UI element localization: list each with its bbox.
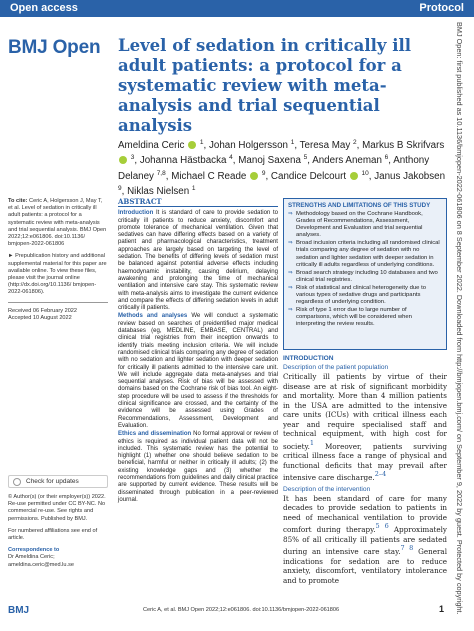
author-separator: , [388,155,391,167]
author-separator: , [165,170,169,182]
article-type-label: Protocol [419,2,464,14]
check-updates-label: Check for updates [26,478,79,485]
reference-link[interactable]: 7 8 [400,544,414,552]
author [140,155,236,166]
affiliation-number: 7,8 [156,169,166,177]
author-name[interactable]: Markus B Skrifvars [362,140,445,151]
article-title: Level of sedation in critically ill adult patients: a protocol for a systematic review with meta-analysis and trial sequential analysis [118,36,412,135]
author-name[interactable]: Johan Holgersson [209,140,288,151]
affiliation-number: 9 [118,185,122,193]
abstract [118,198,278,505]
header-bar [0,0,474,17]
orcid-icon[interactable] [188,141,196,149]
journal-logo: BMJ Open [8,37,101,58]
patient-population-text [283,372,447,483]
open-access-label: Open access [10,2,78,14]
author [171,171,268,182]
paragraph-text: Approximately 85% of all critically ill patients are sedated during an intensive care stay. [283,525,447,556]
cite-text: Ceric A, Holgersson J, May T, et al. Level of sedation in critically ill adult patients: a protocol for a systematic review with meta-analysis and trial sequential analysis. BMJ Open 2022;12:e061806. doi:10.1136/ bmjopen-2022-061806 [8,198,107,248]
author-name[interactable]: Niklas Nielsen [127,186,190,198]
author [238,155,310,166]
author [209,140,297,151]
reference-link[interactable]: 2–4 [374,470,387,478]
author-separator: , [265,170,269,182]
author [312,155,391,166]
orcid-icon[interactable] [350,172,358,180]
affiliation-number: 9 [261,169,266,177]
left-sidebar-lower [8,494,108,569]
affiliation-number: 10 [361,169,369,177]
affiliation-number: 1 [199,139,204,146]
intervention-text [283,494,447,586]
affiliation-number: 3 [130,154,135,162]
copyright-note: © Author(s) (or their employer(s)) 2022. Re-use permitted under CC BY-NC. No commercial re-use. See rights and permissions. Published by BMJ. [8,494,106,522]
orcid-icon[interactable] [119,156,127,164]
affiliation-number: 5 [303,154,308,162]
author [271,171,372,182]
paragraph-text: General indications for sedation are to reduce anxiety, discomfort, ventilatory intolerance and to promote [283,547,448,585]
paragraph-text: Moreover, patients surviving critical illness face a range of physical and functional deficits that may prevail after intensive care discharge. [283,441,447,482]
methods-label: Methods and analyses [118,313,188,320]
author [118,140,206,151]
author-list [118,137,446,199]
strengths-list [288,211,442,329]
author-separator: , [368,170,372,182]
affiliation-number: 2 [352,139,357,146]
affiliation-number: 6 [384,154,389,162]
strengths-item: ⇒ Risk of statistical and clinical heterogeneity due to various types of sedative drugs and participants regardless of underlying condition. [288,285,442,306]
correspondence-email[interactable]: ameldina.ceric@med.lu.se [8,561,74,568]
author-separator: , [356,140,360,151]
author-separator: , [121,186,125,198]
strengths-item: ⇒ Broad inclusion criteria including all randomised clinical trials comparing any degree of sedation with no sedation and lighter sedation with deeper sedation in critically ill adults regardless of underlying conditions. [288,240,442,268]
reference-link[interactable]: 5 6 [375,522,389,530]
article-body [283,355,447,585]
strengths-item: ⇒ Methodology based on the Cochrane Handbook, Grades of Recommendations, Assessment, Development and Evaluation and trial sequential analyses. [288,211,442,239]
author [127,186,195,197]
author-name[interactable]: Janus Jakobsen [374,170,446,182]
author-name[interactable]: Ameldina Ceric [118,140,185,151]
divider [8,302,108,303]
left-sidebar [8,198,108,322]
author-separator: , [307,155,310,167]
affiliations-note: For numbered affiliations see end of article. [8,527,98,542]
ethics-label: Ethics and dissemination [118,431,192,438]
author-name[interactable]: Anders Aneman [312,155,382,167]
footer-citation: Ceric A, et al. BMJ Open 2022;12:e061806. doi:10.1136/bmjopen-2022-061806 [143,607,340,613]
author-name[interactable]: Michael C Reade [171,170,247,182]
intervention-heading: Description of the intervention [283,485,371,493]
download-watermark-text: BMJ Open: first published as 10.1136/bmjopen-2022-061806 on 8 September 2022. Downloaded from http://bmjopen.bmj.com/ on September 9, 2022 by guest. Protected by copyright. [455,22,464,615]
abstract-ethics [118,431,278,504]
author-name[interactable]: Johanna Hästbacka [139,155,227,167]
author-name[interactable]: Teresa May [299,140,351,151]
patient-population-heading: Description of the patient population [283,364,389,371]
strengths-heading: STRENGTHS AND LIMITATIONS OF THIS STUDY [288,202,431,209]
abstract-introduction [118,210,278,312]
affiliation-number: 1 [290,139,295,146]
affiliation-number: 1 [191,185,196,193]
author-separator: , [203,140,207,151]
prepub-note[interactable]: ► Prepublication history and additional supplemental material for this paper are available online. To view these files, please visit the journal online (http://dx.doi.org/10.1136/ bmjopen-2022-061806). [8,253,107,296]
cite-label: To cite: [8,198,28,204]
accepted-date: Accepted 10 August 2022 [8,314,72,321]
intro-text: It is standard of care to provide sedation to critically ill patients to reduce anxiety, discomfort and promote tolerance of mechanical ventilation. Given that sedatives can have differing effects based on a variety of patient and pharmacological characteristics, treatment approaches are largely based on targeting the level of sedation. The benefits of differing levels of sedation must be balanced against potential adverse effects including haemodynamic instability, causing delirium, delaying awakening and prolonging the time of mechanical ventilation and intensive care stay. This systematic review with meta-analysis aims to investigate the current evidence and compare the effects of differing sedation levels in adult critically ill patients. [118,210,278,312]
download-watermark [454,0,470,631]
paragraph-text: Critically ill patients by virtue of their disease are at risk of significant morbidity and mortality. More than 4 million patients in the USA are admitted to the intensive care units (ICUs) with critical illness each year and require specialised staff and technical equipment, with high cost for society. [283,372,447,451]
author-separator: , [294,140,298,151]
reference-link[interactable]: 1 [309,438,315,447]
strengths-limitations-box [283,198,447,350]
strengths-item: ⇒ Risk of type 1 error due to large number of comparisons, which will be considered when interpreting the review results. [288,307,442,328]
correspondence-name: Dr Ameldina Ceric; [8,554,55,561]
ethics-text: No formal approval or review of ethics is required as individual patient data will not be included. This systematic review has the potential to highlight (1) whether one should believe sedation to be beneficial, harmful or neither in critically ill adults; (2) the existing knowledge gaps and (3) whether the recommendations from guidelines and daily clinical practice are supported by current evidence. These results will be disseminated through publication in a peer-reviewed journal. [118,431,278,503]
author-name[interactable]: Candice Delcourt [270,170,347,182]
page-number: 1 [439,604,445,614]
paragraph-text: It has been standard of care for many decades to provide sedation to patients in need of mechanical ventilation to provide comfort during therapy. [283,493,447,534]
affiliation-number: 4 [229,154,233,162]
footer-logo: BMJ [8,605,30,616]
intro-label: Introduction [118,210,154,217]
methods-text: We will conduct a systematic review based on searches of preidentified major medical databases (eg, MEDLINE, EMBASE, CENTRAL) and clinical trial registries from their inception onwards to identify trials meeting inclusion criteria. We will include randomised clinical trials comparing any degree of sedation with no sedation and lighter sedation with deeper sedation for critically ill patients admitted to the intensive care unit. We will include aggregate data meta-analyses and trial sequential analyses. Risk of bias will be assessed with domains based on the Cochrane risk of bias tool. An eight-step procedure will be used to assess if the thresholds for clinical significance are crossed, and the certainty of the evidence will be assessed using Grades of Recommendations, Assessment, Development and Evaluation. [118,313,278,429]
strengths-item: ⇒ Broad search strategy including 10 databases and two clinical trial registries. [288,270,442,284]
correspondence-title: Correspondence to [8,547,60,554]
author-separator: , [232,155,236,167]
received-date: Received 06 February 2022 [8,307,78,314]
introduction-heading: INTRODUCTION [283,355,334,362]
abstract-methods [118,313,278,430]
orcid-icon[interactable] [250,172,258,180]
abstract-heading: ABSTRACT [118,198,278,207]
cite-block [8,198,108,248]
author [300,140,360,151]
author-name[interactable]: Anthony Delaney [118,155,430,182]
author-separator: , [134,155,138,167]
author-name[interactable]: Manoj Saxena [238,155,301,167]
check-updates-icon [13,478,21,486]
check-updates-button[interactable] [8,475,108,488]
